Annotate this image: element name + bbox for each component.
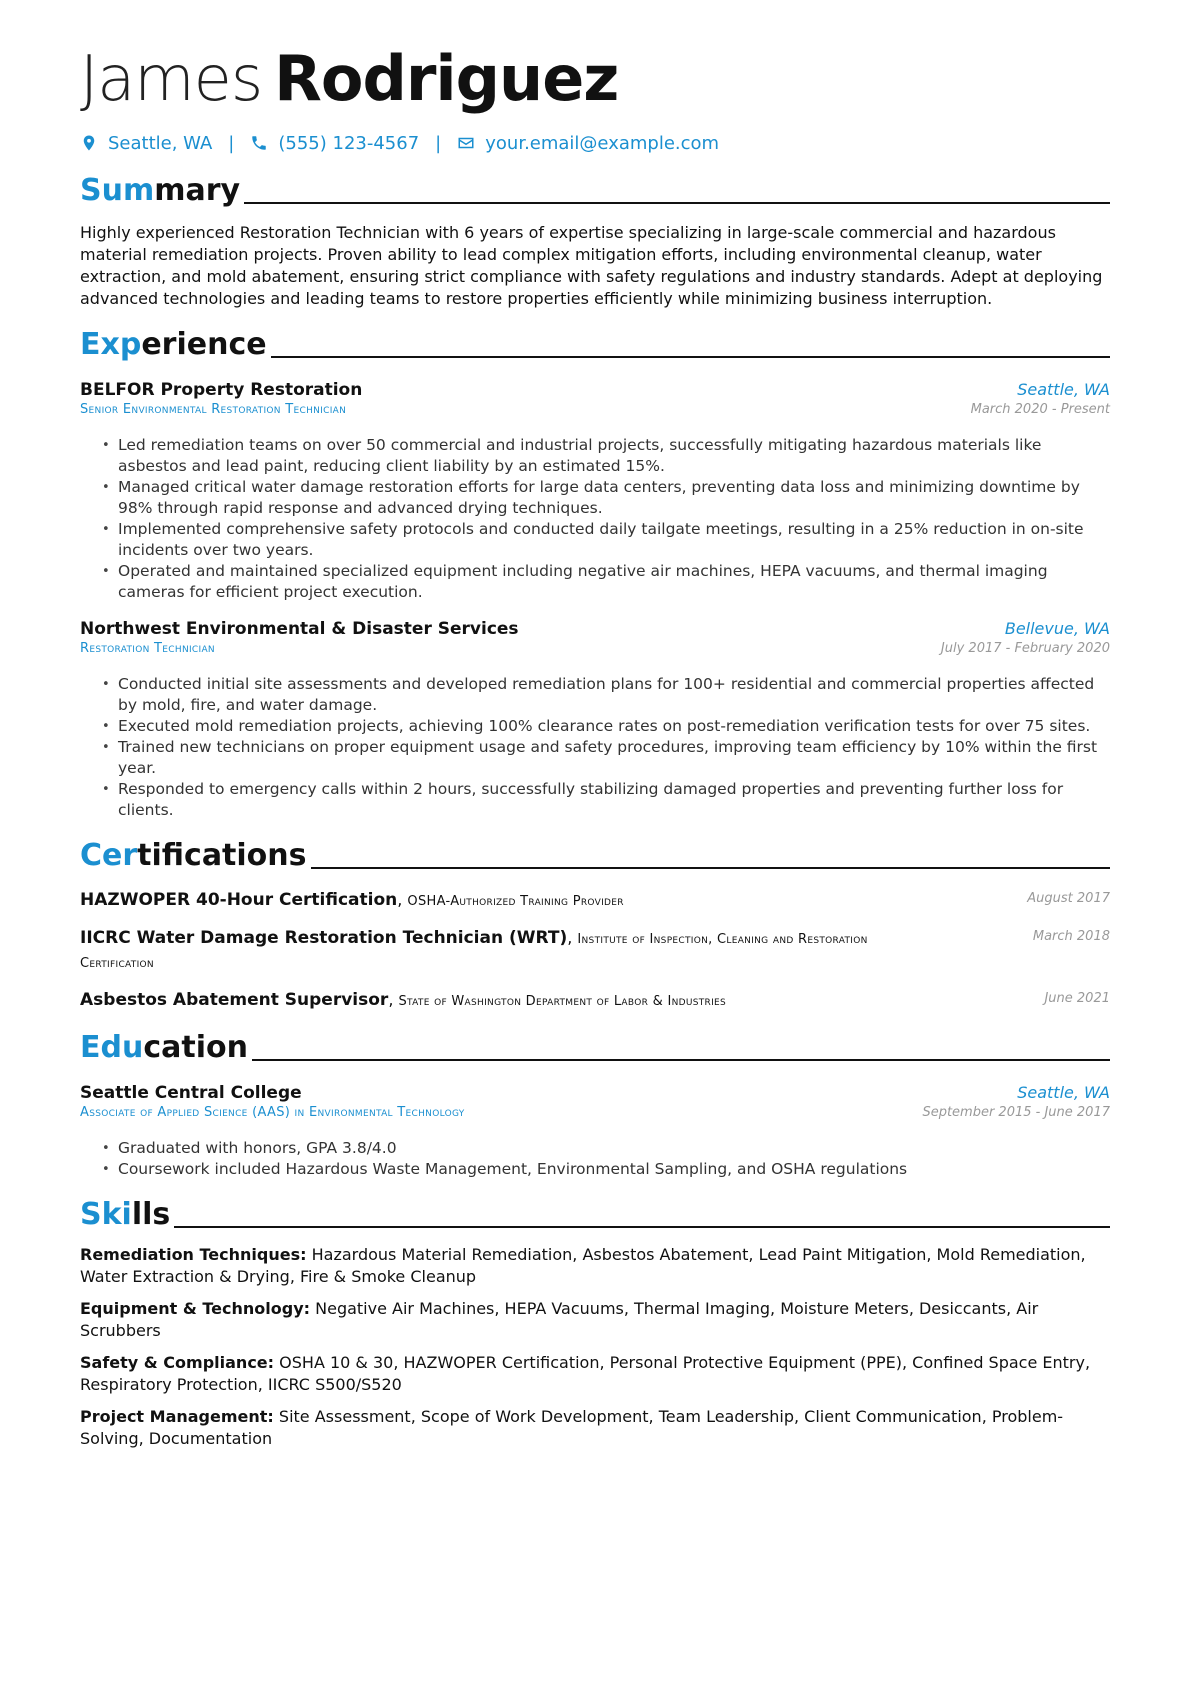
skill-value: Site Assessment, Scope of Work Development, Team Leadership, Client Communication, Problem-Solving, Documentation [80,1407,1064,1448]
job-entry [80,619,1110,821]
skill-label: Equipment & Technology: [80,1299,311,1318]
education-heading [80,1029,1110,1067]
section-title: Education [80,1030,248,1065]
list-item: • Executed mold remediation projects, achieving 100% clearance rates on post-remediation verification tests for over 75 sites. [118,716,1110,737]
section-title: Certifications [80,838,307,873]
section-title: Skills [80,1197,171,1232]
contact-email[interactable] [457,133,719,154]
cert-org: Institute of Inspection, Cleaning and Restoration Certification [80,932,868,971]
last-name: Rodriguez [274,42,619,115]
phone-text: (555) 123-4567 [278,132,420,154]
contact-location [80,133,212,154]
list-item: • Managed critical water damage restoration efforts for large data centers, preventing data loss and minimizing downtime by 98% through rapid response and advanced drying techniques. [118,477,1110,519]
list-item: • Coursework included Hazardous Waste Management, Environmental Sampling, and OSHA regulations [118,1159,1110,1180]
certification-item: HAZWOPER 40-Hour Certification, OSHA-Authorized Training Provider August 2017 [80,890,1110,910]
skill-value: Negative Air Machines, HEPA Vacuums, Thermal Imaging, Moisture Meters, Desiccants, Air Scrubbers [80,1299,1039,1340]
section-rule [271,356,1110,358]
job-location: Seattle, WA [1017,380,1110,399]
cert-org: State of Washington Department of Labor & Industries [398,994,727,1009]
certification-item: IICRC Water Damage Restoration Technician (WRT), Institute of Inspection, Cleaning and Restoration Certification March 2018 [80,928,1110,971]
skill-value: OSHA 10 & 30, HAZWOPER Certification, Personal Protective Equipment (PPE), Confined Space Entry, Respiratory Protection, IICRC S500/S520 [80,1353,1091,1394]
experience-heading [80,326,1110,364]
certifications-heading [80,837,1110,875]
candidate-name [80,40,1110,118]
cert-date: June 2021 [1044,991,1110,1006]
list-item: • Led remediation teams on over 50 commercial and industrial projects, successfully mitigating hazardous materials like asbestos and lead paint, reducing client liability by an estimated 15%. [118,435,1110,477]
job-role: Senior Environmental Restoration Technician [80,402,347,417]
cert-org: OSHA-Authorized Training Provider [407,894,624,909]
summary-text: Highly experienced Restoration Technician with 6 years of expertise specializing in large-scale commercial and hazardous material remediation projects. Proven ability to lead complex mitigation efforts, including environmental cleanup, water extraction, and mold abatement, ensuring strict compliance with safety regulations and industry standards. Adept at deploying advanced technologies and leading teams to restore properties efficiently while minimizing business interruption. [80,223,1103,308]
skill-row [80,1352,1110,1396]
list-item: • Responded to emergency calls within 2 hours, successfully stabilizing damaged properties and preventing further loss for clients. [118,779,1110,821]
education-entry [80,1083,1110,1180]
cert-name: Asbestos Abatement Supervisor [80,990,389,1010]
section-rule [252,1059,1110,1061]
separator: | [435,132,442,154]
email-text: your.email@example.com [485,132,720,154]
skill-value: Hazardous Material Remediation, Asbestos Abatement, Lead Paint Mitigation, Mold Remediation, Water Extraction & Drying, Fire & Smoke Cleanup [80,1245,1086,1286]
summary-heading [80,172,1110,210]
section-title: Summary [80,173,241,208]
section-rule [244,202,1110,204]
list-item: • Operated and maintained specialized equipment including negative air machines, HEPA vacuums, and thermal imaging cameras for efficient project execution. [118,561,1110,603]
location-text: Seattle, WA [108,132,213,154]
contact-info [80,130,1110,156]
skill-label: Project Management: [80,1407,274,1426]
list-item: • Trained new technicians on proper equipment usage and safety procedures, improving team efficiency by 10% within the first year. [118,737,1110,779]
envelope-icon [457,134,475,152]
list-item: • Graduated with honors, GPA 3.8/4.0 [118,1138,1110,1159]
skill-label: Safety & Compliance: [80,1353,275,1372]
education-dates: September 2015 - June 2017 [922,1105,1110,1120]
job-bullets [80,674,1110,821]
cert-date: August 2017 [1027,891,1110,906]
cert-name: HAZWOPER 40-Hour Certification [80,890,398,910]
job-dates: July 2017 - February 2020 [940,641,1110,656]
school-location: Seattle, WA [1017,1083,1110,1102]
cert-name: IICRC Water Damage Restoration Technician (WRT) [80,928,568,948]
skills-heading [80,1196,1110,1234]
degree: Associate of Applied Science (AAS) in Environmental Technology [80,1105,465,1120]
section-rule [174,1226,1110,1228]
map-pin-icon [80,134,98,152]
education-bullets [80,1138,1110,1180]
contact-phone[interactable] [250,133,419,154]
separator: | [228,132,235,154]
list-item: • Conducted initial site assessments and developed remediation plans for 100+ residential and commercial properties affected by mold, fire, and water damage. [118,674,1110,716]
job-bullets [80,435,1110,603]
company-name: Northwest Environmental & Disaster Services [80,619,519,639]
cert-date: March 2018 [1032,929,1110,944]
job-dates: March 2020 - Present [970,402,1110,417]
skill-label: Remediation Techniques: [80,1245,307,1264]
phone-icon [250,134,268,152]
company-name: BELFOR Property Restoration [80,380,363,400]
job-location: Bellevue, WA [1004,619,1110,638]
first-name: James [80,42,263,115]
skill-row [80,1406,1110,1450]
certification-item: Asbestos Abatement Supervisor, State of Washington Department of Labor & Industries June 2021 [80,990,1110,1010]
skill-row [80,1298,1110,1342]
school-name: Seattle Central College [80,1083,302,1103]
section-title: Experience [80,327,267,362]
job-role: Restoration Technician [80,641,215,656]
list-item: • Implemented comprehensive safety protocols and conducted daily tailgate meetings, resulting in a 25% reduction in on-site incidents over two years. [118,519,1110,561]
section-rule [311,867,1110,869]
job-entry [80,380,1110,603]
skill-row [80,1244,1110,1288]
